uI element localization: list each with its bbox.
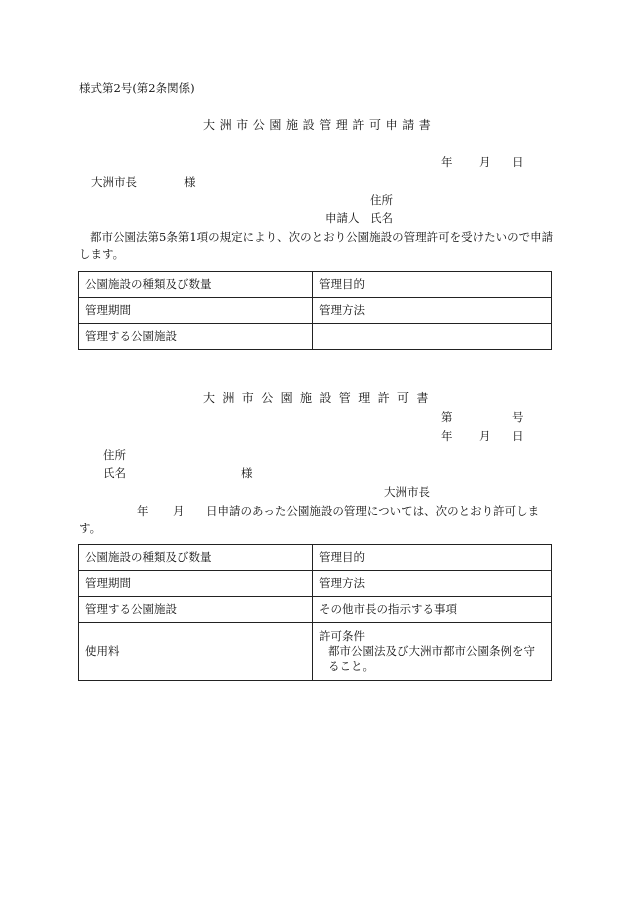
permit-issuer: 大洲市長 — [384, 485, 430, 499]
table-cell: 管理方法 — [313, 571, 552, 597]
application-title: 大洲市公園施設管理許可申請書 — [203, 118, 436, 132]
table-row — [79, 272, 552, 298]
table-cell: 管理目的 — [313, 545, 552, 571]
permittee-name-label: 氏名 — [103, 466, 126, 480]
conditions-label: 許可条件 — [319, 629, 365, 643]
application-date-day: 日 — [512, 155, 524, 169]
conditions-text: 都市公園法及び大洲市都市公園条例を守ること。 — [328, 644, 535, 673]
table-cell: 管理する公園施設 — [79, 597, 313, 623]
table-row — [79, 597, 552, 623]
addressee-mayor: 大洲市長 — [91, 175, 137, 189]
form-number-label: 様式第2号(第2条関係) — [79, 81, 195, 95]
applicant-name-label: 氏名 — [370, 211, 393, 225]
fee-cell: 使用料 — [79, 623, 313, 681]
table-cell: 管理目的 — [313, 272, 552, 298]
application-date-year: 年 — [441, 155, 453, 169]
table-cell: 公園施設の種類及び数量 — [79, 272, 313, 298]
application-date-month: 月 — [479, 155, 491, 169]
permit-number-prefix: 第 — [441, 410, 453, 424]
table-cell: 公園施設の種類及び数量 — [79, 545, 313, 571]
permit-date-day: 日 — [512, 429, 524, 443]
permit-table — [78, 544, 552, 681]
table-row — [79, 298, 552, 324]
permit-date-month: 月 — [479, 429, 491, 443]
permit-body-text: 日申請のあった公園施設の管理については、次のとおり許可しま — [206, 504, 540, 518]
addressee-honorific: 様 — [184, 175, 196, 189]
conditions-cell — [313, 623, 552, 681]
permit-date-year: 年 — [441, 429, 453, 443]
table-cell — [313, 324, 552, 350]
table-cell: 管理期間 — [79, 571, 313, 597]
application-body-text: 都市公園法第5条第1項の規定により、次のとおり公園施設の管理許可を受けたいので申請します。 — [79, 230, 554, 261]
applicant-label: 申請人 — [325, 211, 360, 225]
table-row — [79, 571, 552, 597]
permittee-address-label: 住所 — [103, 448, 126, 462]
permit-body-tail: す。 — [79, 521, 102, 535]
table-row — [79, 545, 552, 571]
permit-body-year: 年 — [137, 504, 149, 518]
table-cell: その他市長の指示する事項 — [313, 597, 552, 623]
permit-title: 大洲市公園施設管理許可書 — [203, 391, 436, 405]
table-row — [79, 623, 552, 681]
permit-body-month: 月 — [173, 504, 185, 518]
table-cell: 管理期間 — [79, 298, 313, 324]
permittee-honorific: 様 — [241, 466, 253, 480]
table-cell: 管理する公園施設 — [79, 324, 313, 350]
table-row — [79, 324, 552, 350]
applicant-address-label: 住所 — [370, 193, 393, 207]
application-table — [78, 271, 552, 350]
table-cell: 管理方法 — [313, 298, 552, 324]
permit-number-suffix: 号 — [512, 410, 524, 424]
